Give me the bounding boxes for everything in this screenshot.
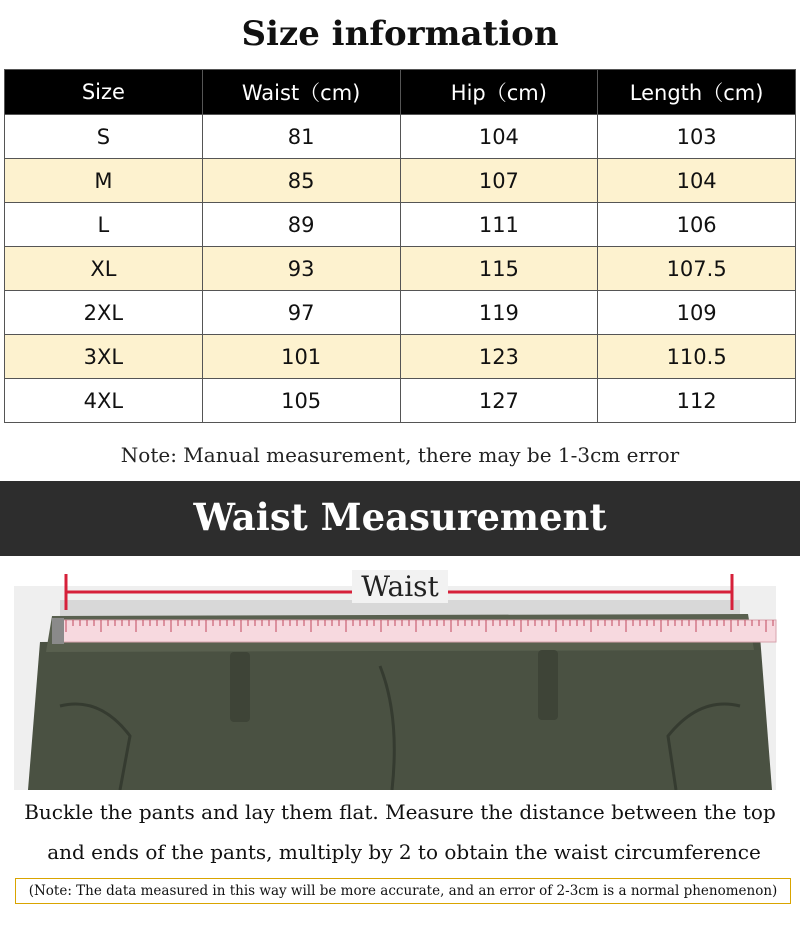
cell-waist: 93 (202, 247, 400, 291)
cell-hip: 127 (400, 379, 598, 423)
page-title: Size information (241, 14, 559, 54)
cell-waist: 89 (202, 203, 400, 247)
cell-length: 110.5 (598, 335, 796, 379)
header-waist: Waist（cm) (202, 70, 400, 115)
header-size: Size (5, 70, 203, 115)
cell-hip: 104 (400, 115, 598, 159)
table-row (5, 291, 796, 335)
cell-waist: 85 (202, 159, 400, 203)
cell-hip: 123 (400, 335, 598, 379)
tape-metal-tip (52, 618, 64, 644)
size-table (4, 69, 796, 423)
table-row (5, 203, 796, 247)
cell-size: M (5, 159, 203, 203)
measurement-note: Note: Manual measurement, there may be 1-3cm error (120, 443, 680, 467)
cell-size: S (5, 115, 203, 159)
cell-length: 106 (598, 203, 796, 247)
cell-waist: 105 (202, 379, 400, 423)
cell-hip: 111 (400, 203, 598, 247)
cell-size: 4XL (5, 379, 203, 423)
cell-length: 104 (598, 159, 796, 203)
cell-size: 3XL (5, 335, 203, 379)
cell-length: 103 (598, 115, 796, 159)
table-row (5, 379, 796, 423)
accuracy-note: (Note: The data measured in this way will be more accurate, and an error of 2-3cm is a normal phenomenon) (15, 878, 791, 904)
cell-length: 107.5 (598, 247, 796, 291)
cell-size: 2XL (5, 291, 203, 335)
cell-length: 112 (598, 379, 796, 423)
instruction-line-2: and ends of the pants, multiply by 2 to obtain the waist circumference (47, 840, 761, 864)
table-row (5, 159, 796, 203)
belt-loop-right (538, 650, 558, 720)
cell-size: XL (5, 247, 203, 291)
cell-size: L (5, 203, 203, 247)
waist-measurement-photo (0, 556, 800, 790)
waist-label: Waist (352, 570, 448, 603)
instruction-line-1: Buckle the pants and lay them flat. Measure the distance between the top (24, 800, 776, 824)
tape-measure (60, 620, 776, 642)
table-header-row (5, 70, 796, 115)
banner-title: Waist Measurement (193, 495, 607, 539)
table-row (5, 335, 796, 379)
header-length: Length（cm) (598, 70, 796, 115)
cell-hip: 107 (400, 159, 598, 203)
table-row (5, 115, 796, 159)
section-banner (0, 481, 800, 556)
cell-length: 109 (598, 291, 796, 335)
belt-loop-left (230, 652, 250, 722)
pants-body (28, 636, 772, 790)
cell-hip: 119 (400, 291, 598, 335)
cell-hip: 115 (400, 247, 598, 291)
cell-waist: 101 (202, 335, 400, 379)
table-row (5, 247, 796, 291)
cell-waist: 97 (202, 291, 400, 335)
cell-waist: 81 (202, 115, 400, 159)
header-hip: Hip（cm) (400, 70, 598, 115)
